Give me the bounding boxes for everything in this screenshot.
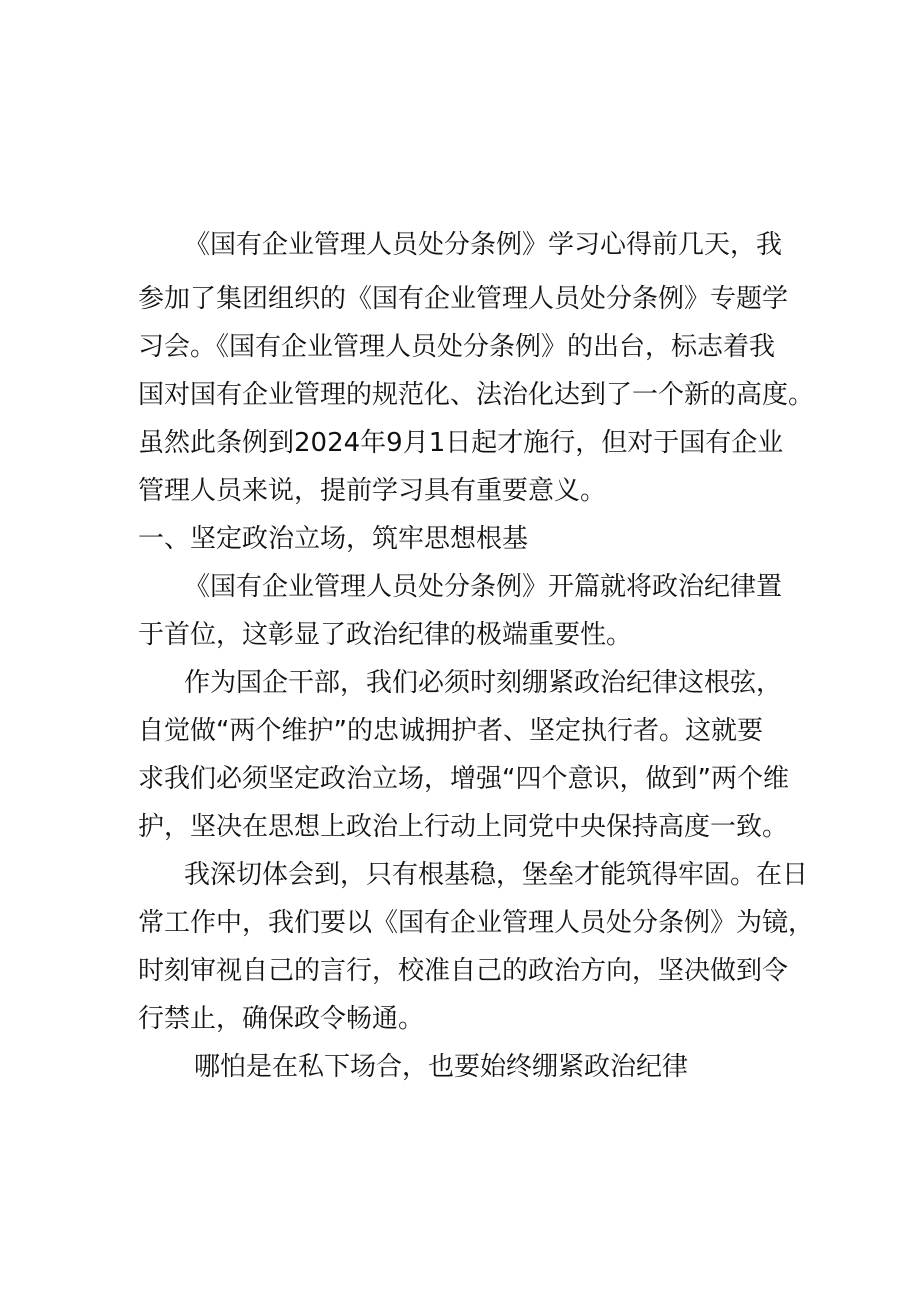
paragraph-line: 虽然此条例到2024年9月1日起才施行，但对于国有企业: [138, 428, 784, 458]
paragraph-line: 国对国有企业管理的规范化、法治化达到了一个新的高度。: [138, 380, 815, 410]
paragraph-line: 护，坚决在思想上政治上行动上同党中央保持高度一致。: [138, 812, 789, 842]
paragraph-line: 参加了集团组织的《国有企业管理人员处分条例》专题学: [138, 284, 789, 314]
section-heading: 一、坚定政治立场，筑牢思想根基: [138, 524, 529, 554]
paragraph-line: 《国有企业管理人员处分条例》开篇就将政治纪律置: [184, 572, 783, 602]
paragraph-line: 管理人员来说，提前学习具有重要意义。: [138, 476, 607, 506]
paragraph-line: 常工作中，我们要以《国有企业管理人员处分条例》为镜，: [138, 908, 815, 938]
paragraph-line: 自觉做“两个维护”的忠诚拥护者、坚定执行者。这就要: [138, 716, 763, 746]
paragraph-line: 《国有企业管理人员处分条例》学习心得前几天，我: [184, 230, 783, 260]
paragraph-line: 作为国企干部，我们必须时刻绷紧政治纪律这根弦，: [184, 668, 783, 698]
paragraph-line: 求我们必须坚定政治立场，增强“四个意识，做到”两个维: [138, 764, 789, 794]
paragraph-line: 哪怕是在私下场合，也要始终绷紧政治纪律: [194, 1052, 689, 1082]
paragraph-line: 习会。《国有企业管理人员处分条例》的出台，标志着我: [138, 332, 776, 362]
paragraph-line: 于首位，这彰显了政治纪律的极端重要性。: [138, 620, 633, 650]
paragraph-line: 我深切体会到，只有根基稳，堡垒才能筑得牢固。在日: [184, 860, 809, 890]
paragraph-line: 行禁止，确保政令畅通。: [138, 1004, 425, 1034]
paragraph-line: 时刻审视自己的言行，校准自己的政治方向，坚决做到令: [138, 956, 789, 986]
